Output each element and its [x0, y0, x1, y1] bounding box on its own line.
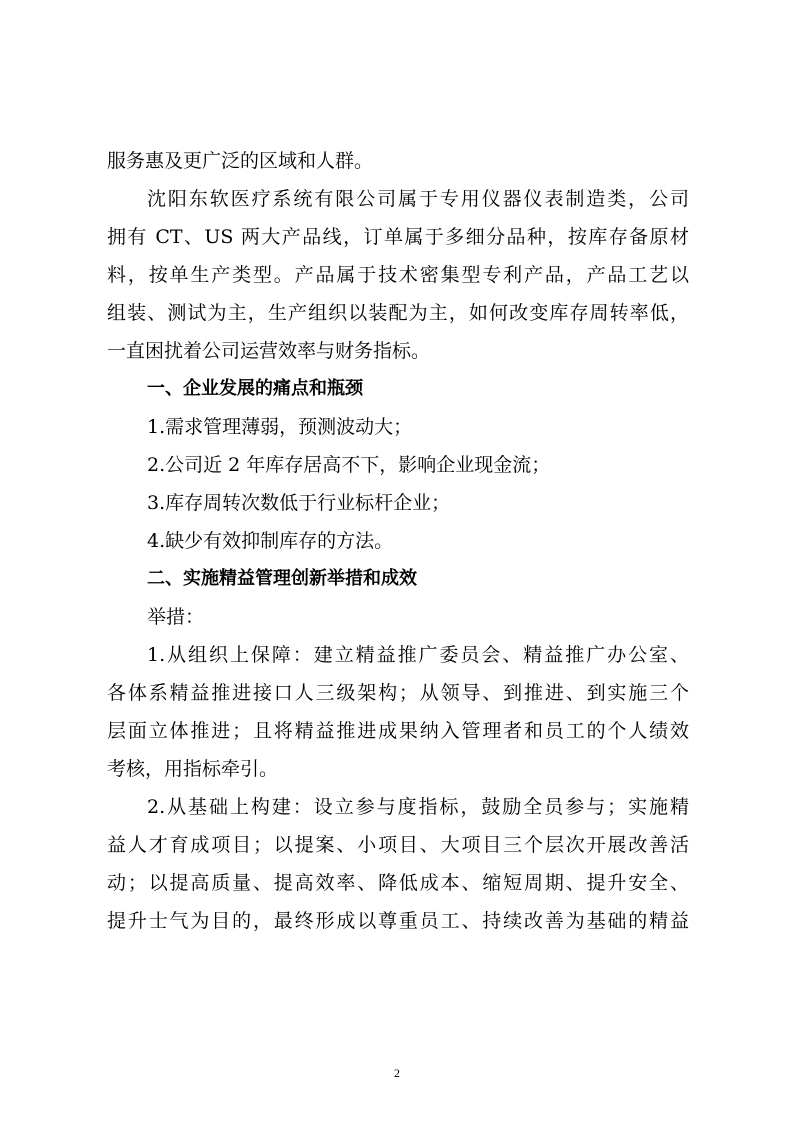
body-text — [107, 142, 689, 940]
page-number: 2 — [394, 1066, 400, 1080]
text-line: 益人才育成项目；以提案、小项目、大项目三个层次开展改善活 — [107, 834, 689, 856]
section-heading: 二、实施精益管理创新举措和成效 — [147, 568, 417, 589]
text-line: 组装、测试为主，生产组织以装配为主，如何改变库存周转率低， — [107, 302, 689, 324]
paragraph-first-line: 2.从基础上构建：设立参与度指标，鼓励全员参与；实施精 — [147, 796, 689, 818]
text-line: 动；以提高质量、提高效率、降低成本、缩短周期、提升安全、 — [107, 872, 689, 894]
text-line: 一直困扰着公司运营效率与财务指标。 — [107, 340, 431, 362]
list-item: 3.库存周转次数低于行业标杆企业； — [147, 492, 451, 514]
subheading: 举措： — [147, 606, 205, 628]
text-line: 服务惠及更广泛的区域和人群。 — [107, 150, 374, 172]
section-heading: 一、企业发展的痛点和瓶颈 — [147, 378, 363, 399]
text-line: 层面立体推进；且将精益推进成果纳入管理者和员工的个人绩效 — [107, 720, 689, 742]
text-line: 考核，用指标牵引。 — [107, 758, 279, 780]
list-item: 2.公司近 2 年库存居高不下，影响企业现金流； — [147, 454, 551, 476]
list-item: 4.缺少有效抑制库存的方法。 — [147, 530, 394, 552]
text-line: 料，按单生产类型。产品属于技术密集型专利产品，产品工艺以 — [107, 264, 689, 286]
paragraph-first-line: 沈阳东软医疗系统有限公司属于专用仪器仪表制造类，公司 — [147, 188, 689, 210]
paragraph-first-line: 1.从组织上保障：建立精益推广委员会、精益推广办公室、 — [147, 644, 689, 666]
list-item: 1.需求管理薄弱，预测波动大； — [147, 416, 413, 438]
text-line: 提升士气为目的，最终形成以尊重员工、持续改善为基础的精益 — [107, 910, 689, 932]
text-line: 拥有 CT、US 两大产品线，订单属于多细分品种，按库存备原材 — [107, 226, 689, 248]
text-line: 各体系精益推进接口人三级架构；从领导、到推进、到实施三个 — [107, 682, 689, 704]
